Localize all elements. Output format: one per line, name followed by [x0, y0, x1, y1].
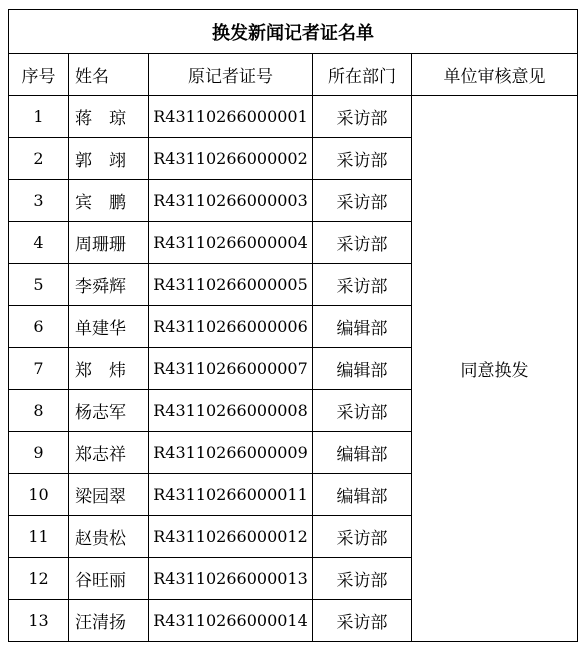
row-cert-number: R43110266000005 [149, 264, 313, 306]
row-name: 李舜辉 [69, 264, 149, 306]
row-seq: 3 [9, 180, 69, 222]
row-seq: 7 [9, 348, 69, 390]
row-seq: 4 [9, 222, 69, 264]
row-dept: 采访部 [313, 558, 412, 600]
row-cert-number: R43110266000006 [149, 306, 313, 348]
row-seq: 2 [9, 138, 69, 180]
row-seq: 11 [9, 516, 69, 558]
row-seq: 13 [9, 600, 69, 642]
row-dept: 采访部 [313, 138, 412, 180]
row-cert-number: R43110266000003 [149, 180, 313, 222]
row-dept: 编辑部 [313, 432, 412, 474]
document-sheet [8, 9, 578, 642]
row-cert-number: R43110266000012 [149, 516, 313, 558]
row-name: 郑 炜 [69, 348, 149, 390]
row-cert-number: R43110266000009 [149, 432, 313, 474]
row-dept: 编辑部 [313, 348, 412, 390]
header-row [9, 54, 578, 96]
row-name: 单建华 [69, 306, 149, 348]
row-dept: 编辑部 [313, 474, 412, 516]
header-dept: 所在部门 [313, 54, 412, 96]
row-dept: 采访部 [313, 600, 412, 642]
row-name: 赵贵松 [69, 516, 149, 558]
row-seq: 5 [9, 264, 69, 306]
header-seq: 序号 [9, 54, 69, 96]
table-row [9, 96, 578, 138]
row-cert-number: R43110266000002 [149, 138, 313, 180]
row-seq: 9 [9, 432, 69, 474]
row-dept: 采访部 [313, 264, 412, 306]
row-cert-number: R43110266000007 [149, 348, 313, 390]
row-name: 梁园翠 [69, 474, 149, 516]
table-title: 换发新闻记者证名单 [9, 10, 578, 54]
row-cert-number: R43110266000004 [149, 222, 313, 264]
row-seq: 8 [9, 390, 69, 432]
row-name: 杨志军 [69, 390, 149, 432]
row-name: 汪清扬 [69, 600, 149, 642]
row-name: 周珊珊 [69, 222, 149, 264]
press-card-renewal-table [8, 9, 578, 642]
row-name: 谷旺丽 [69, 558, 149, 600]
row-dept: 编辑部 [313, 306, 412, 348]
row-dept: 采访部 [313, 222, 412, 264]
row-name: 郭 翊 [69, 138, 149, 180]
row-seq: 10 [9, 474, 69, 516]
row-seq: 12 [9, 558, 69, 600]
row-cert-number: R43110266000008 [149, 390, 313, 432]
table-body [9, 96, 578, 642]
row-cert-number: R43110266000011 [149, 474, 313, 516]
header-name: 姓名 [69, 54, 149, 96]
row-seq: 6 [9, 306, 69, 348]
review-opinion: 同意换发 [412, 96, 578, 642]
row-cert-number: R43110266000001 [149, 96, 313, 138]
row-name: 蒋 琼 [69, 96, 149, 138]
row-cert-number: R43110266000014 [149, 600, 313, 642]
row-seq: 1 [9, 96, 69, 138]
row-dept: 采访部 [313, 180, 412, 222]
header-review: 单位审核意见 [412, 54, 578, 96]
row-cert-number: R43110266000013 [149, 558, 313, 600]
row-dept: 采访部 [313, 390, 412, 432]
row-name: 郑志祥 [69, 432, 149, 474]
header-cert: 原记者证号 [149, 54, 313, 96]
row-dept: 采访部 [313, 516, 412, 558]
row-dept: 采访部 [313, 96, 412, 138]
row-name: 宾 鹏 [69, 180, 149, 222]
